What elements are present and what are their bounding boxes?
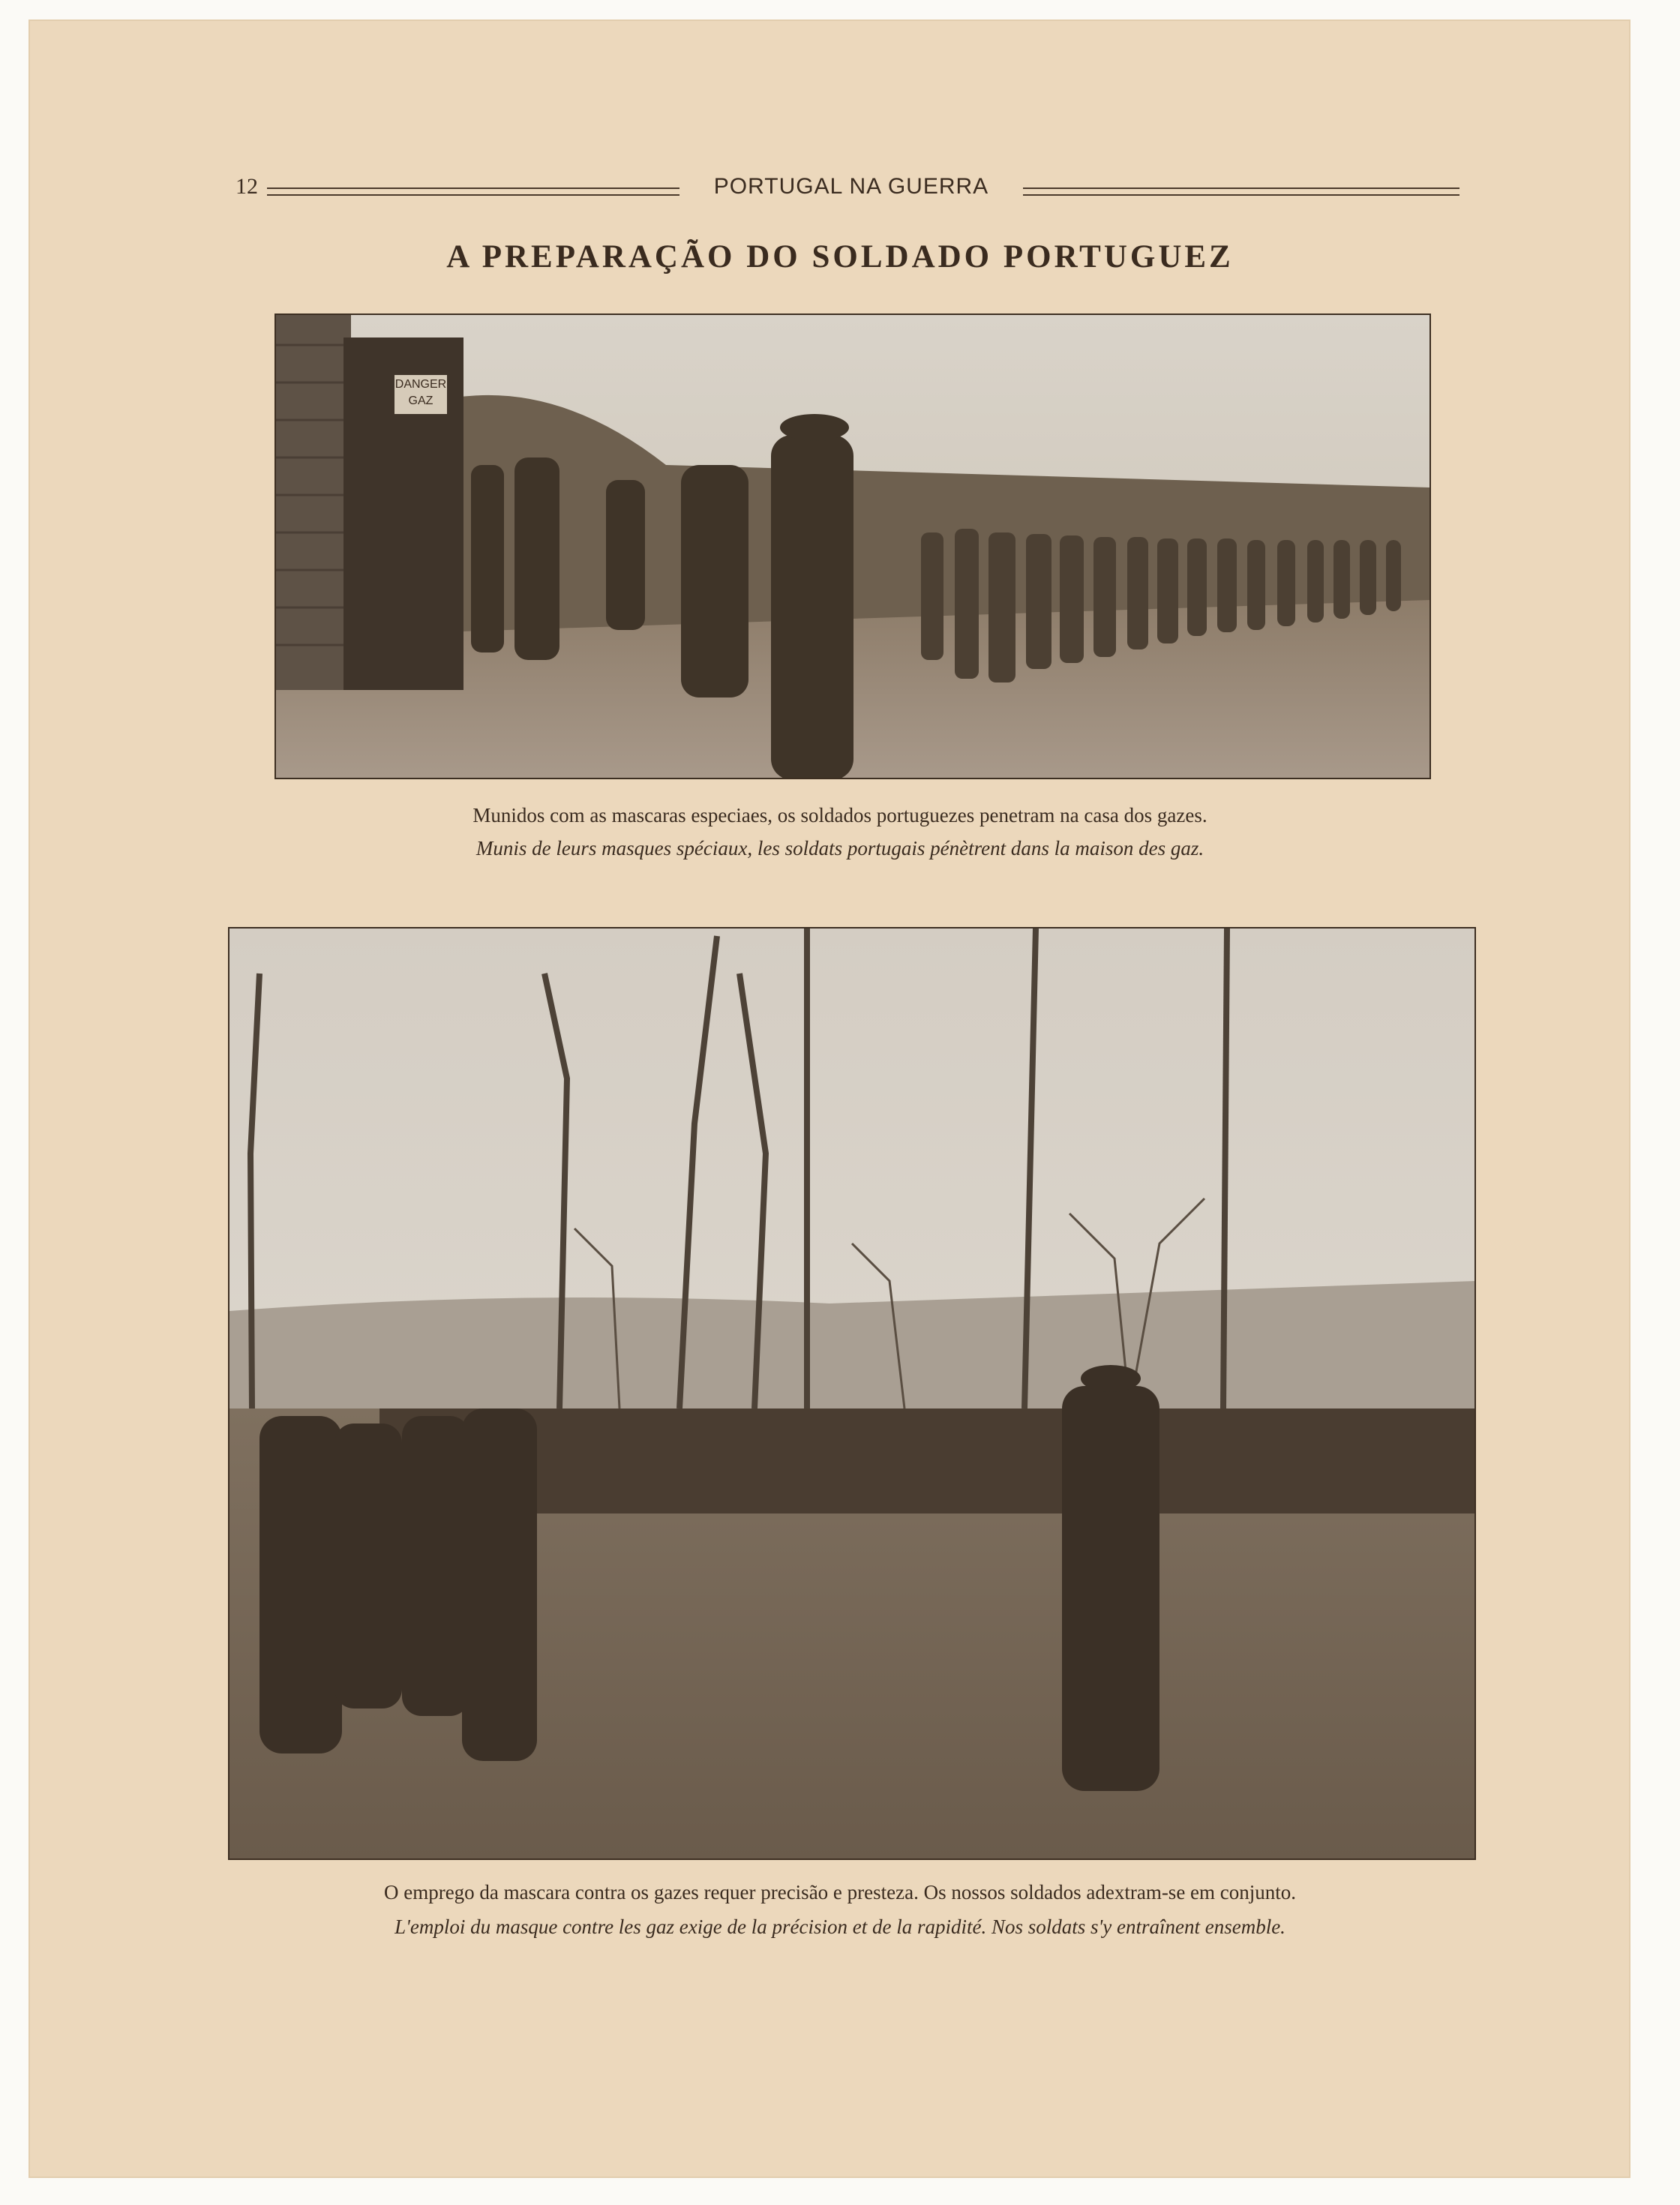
page-number: 12 [236, 174, 258, 199]
photo2-caption-french: L'emploi du masque contre les gaz exige de la précision et de la rapidité. Nos soldats s'y entraînent ensemble. [394, 1916, 1286, 1938]
photo1-caption-portuguese: Munidos com as mascaras especiaes, os soldados portuguezes penetram na casa dos gazes. [472, 804, 1208, 826]
photo1-caption-french: Munis de leurs masques spéciaux, les soldats portugais pénètrent dans la maison des gaz. [476, 837, 1204, 860]
photo-gas-house [274, 314, 1431, 779]
running-title: PORTUGAL NA GUERRA [713, 174, 989, 199]
running-header [0, 174, 1680, 204]
header-rule-left [267, 188, 680, 196]
photo2-caption-portuguese: O emprego da mascara contra os gazes requer precisão e presteza. Os nossos soldados adextram-se em conjunto. [383, 1881, 1297, 1904]
photo-gas-mask-drill [228, 927, 1476, 1860]
danger-gaz-sign: DANGER GAZ [394, 378, 447, 407]
header-rule-right [1023, 188, 1460, 196]
article-title: A PREPARAÇÃO DO SOLDADO PORTUGUEZ [446, 239, 1234, 274]
